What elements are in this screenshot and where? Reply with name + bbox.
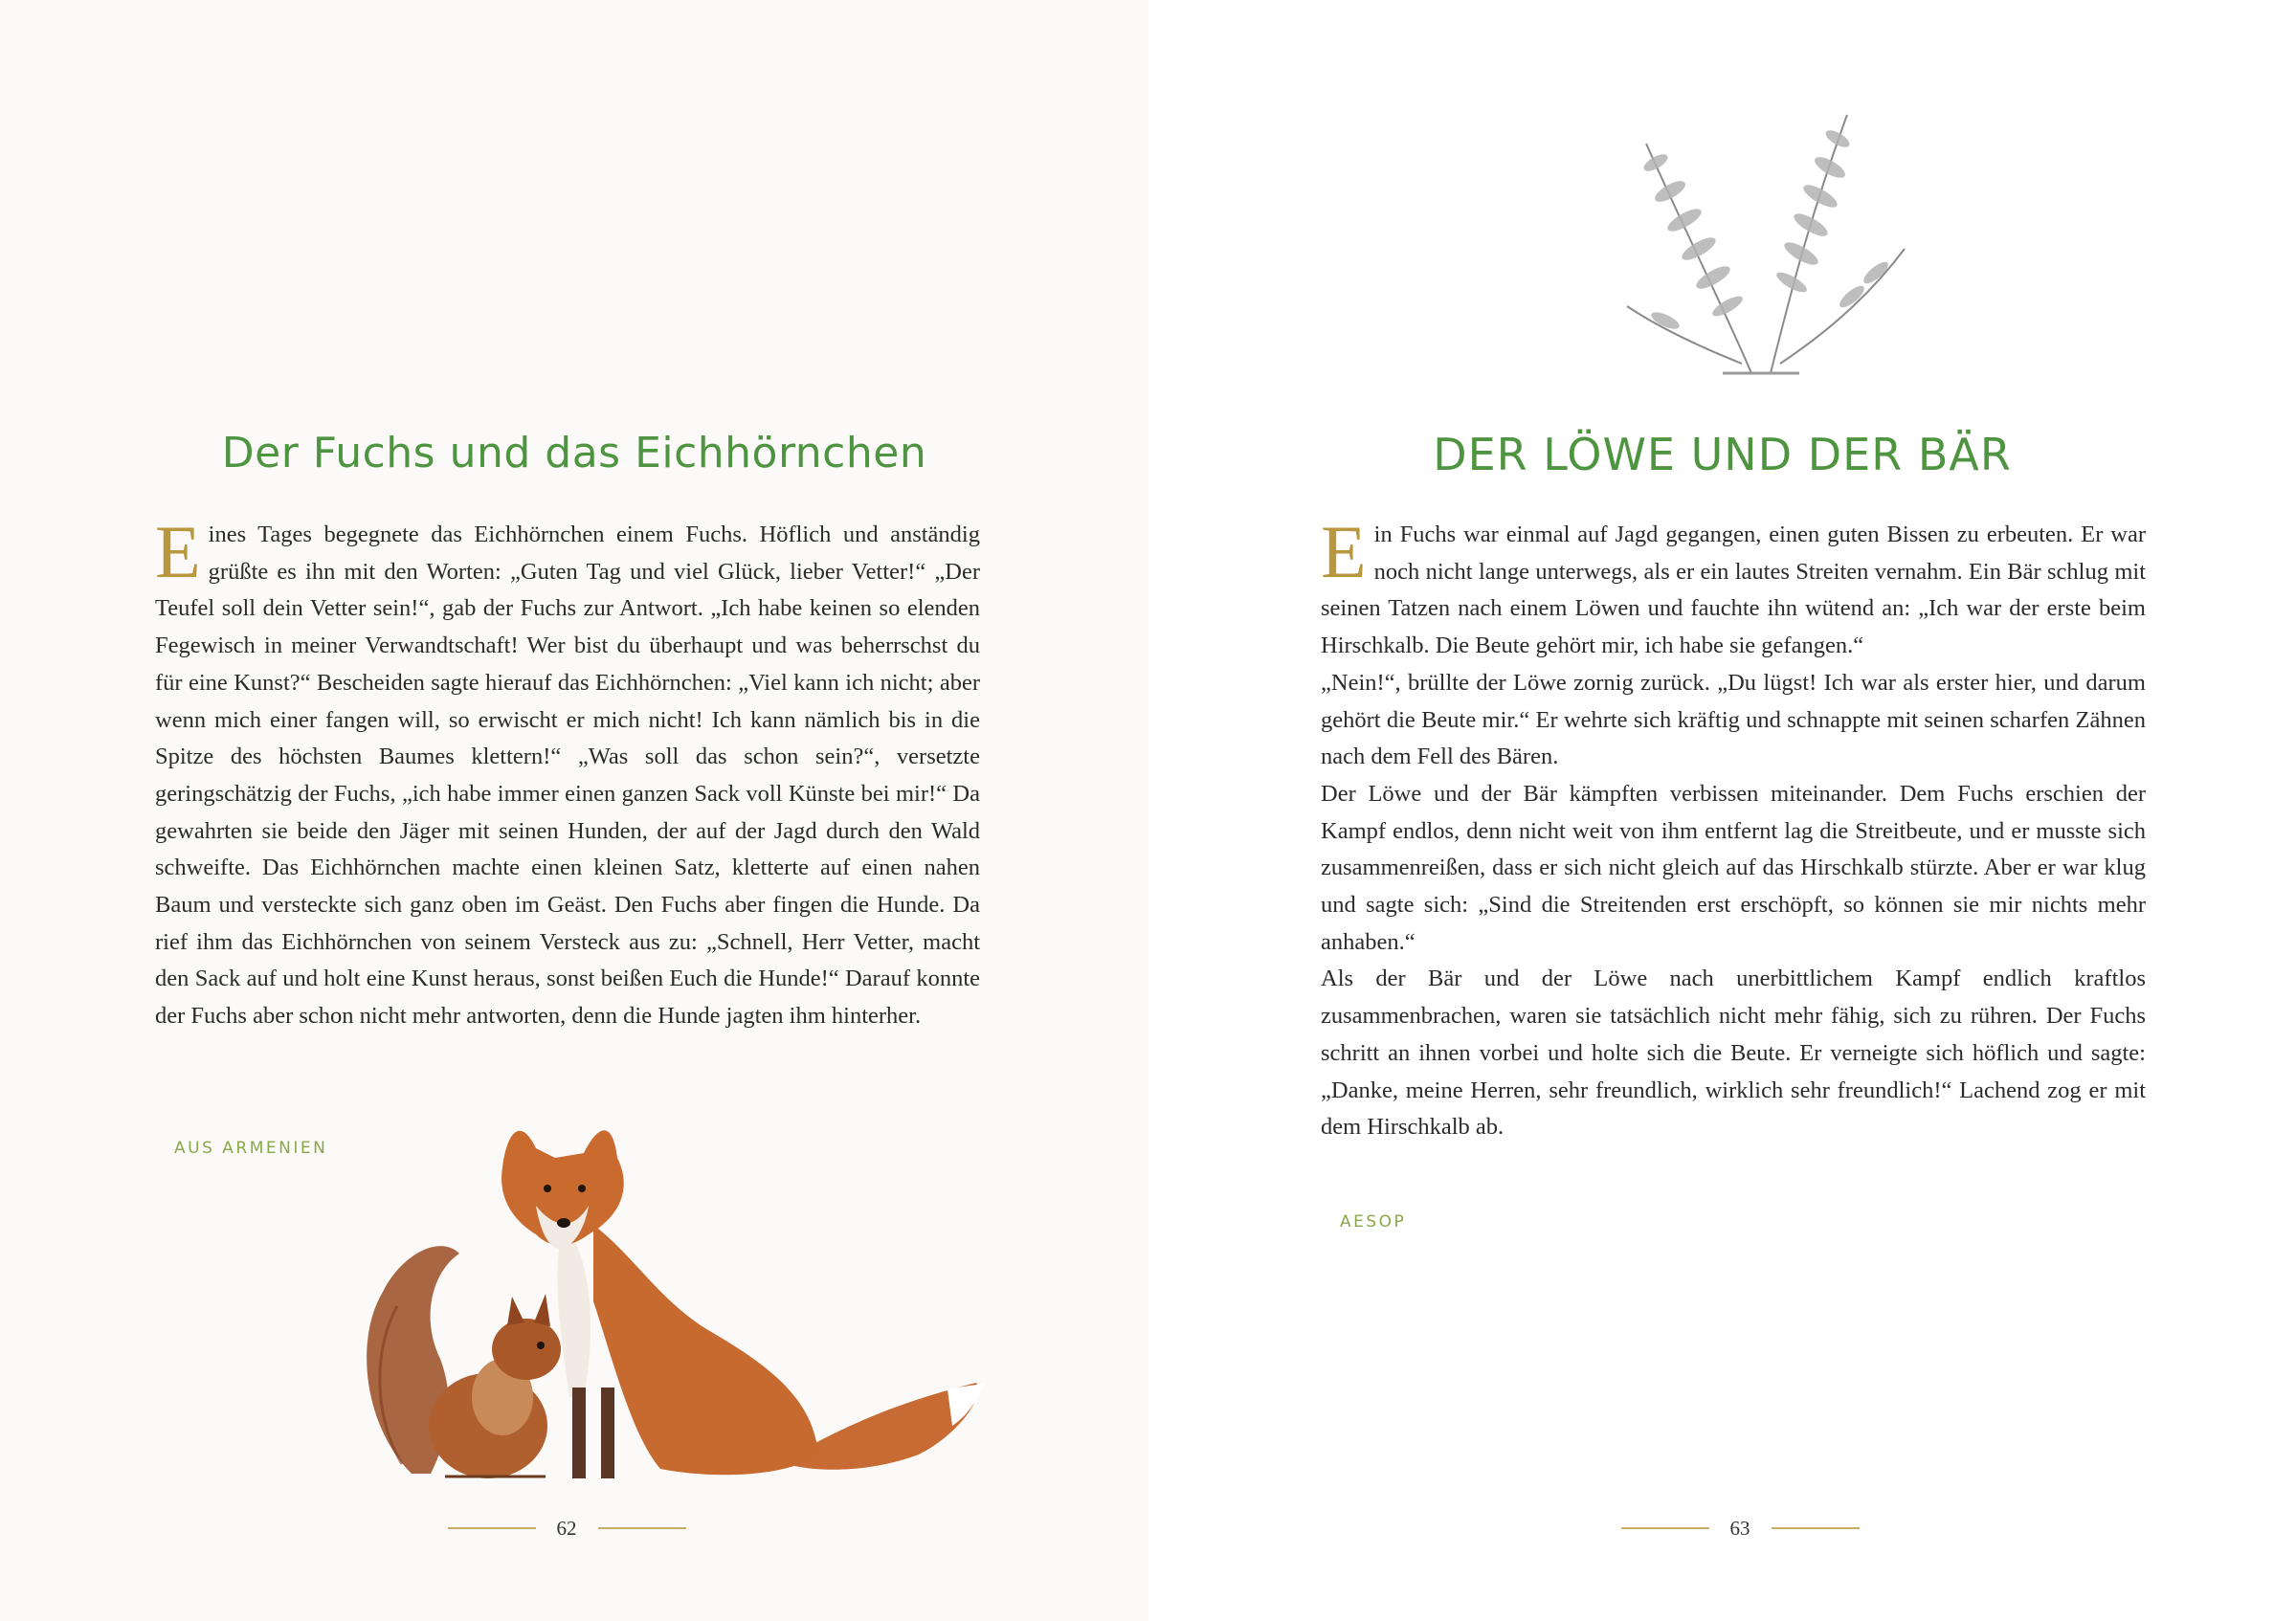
paragraph: Der Löwe und der Bär kämpften verbissen miteinander. Dem Fuchs erschien der Kampf endlos, denn nicht weit von ihm entfernt lag die Streitbeute, und er musste sich zusammenreißen, dass er sich nicht gleich auf das Hirschkalb stürzte. Aber er war klug und sagte sich: „Sind die Streitenden erst erschöpft, so können sie mir nichts mehr anhaben.“ <box>1321 780 2146 955</box>
fox-and-squirrel-illustration <box>345 1110 1014 1512</box>
paragraph: Als der Bär und der Löwe nach unerbittlichem Kampf endlich kraftlos zusammenbrachen, waren sie tatsächlich nicht mehr fähig, sich zu rühren. Der Fuchs schritt an ihnen vorbei und holte sich die Beute. Er verneigte sich höflich und sagte: „Danke, meine Herren, sehr freundlich, wirklich sehr freundlich!“ Lachend zog er mit dem Hirschkalb ab. <box>1321 966 2146 1141</box>
fern-illustration <box>1617 57 1933 383</box>
story-text <box>1321 510 2146 1146</box>
footer-rule-right <box>598 1527 686 1529</box>
story-text <box>155 510 980 1035</box>
paragraph: ines Tages begegnete das Eichhörnchen einem Fuchs. Höflich und anständig grüßte es ihn mit den Worten: „Guten Tag und viel Glück, lieber Vetter!“ „Der Teufel soll dein Vetter sein!“, gab der Fuchs zur Antwort. „Ich habe keinen so elenden Fegewisch in meiner Verwandtschaft! Wer bist du überhaupt und was beherrschst du für eine Kunst?“ Bescheiden sagte hierauf das Eichhörnchen: „Viel kann ich nicht; aber wenn mich einer fangen will, so erwischt er mich nicht! Ich kann nämlich bis in die Spitze des höchsten Baumes klettern!“ „Was soll das schon sein?“, versetzte geringschätzig der Fuchs, „ich habe immer einen ganzen Sack voll Künste bei mir!“ Da gewahrten sie beide den Jäger mit seinen Hunden, der auf der Jagd durch den Wald schweifte. Das Eichhörnchen machte einen kleinen Satz, kletterte auf einen nahen Baum und versteckte sich ganz oben im Geäst. Den Fuchs aber fingen die Hunde. Da rief ihm das Eichhörnchen von seinem Versteck aus zu: „Schnell, Herr Vetter, macht den Sack auf und holt eine Kunst heraus, sonst beißen Euch die Hunde!“ Darauf konnte der Fuchs aber schon nicht mehr antworten, denn die Hunde jagten ihm hinterher. <box>155 522 980 1030</box>
story-title: DER LÖWE UND DER BÄR <box>1433 429 2012 480</box>
footer-rule-left <box>1621 1527 1709 1529</box>
page-footer <box>1616 1514 1864 1543</box>
paragraph: in Fuchs war einmal auf Jagd gegangen, einen guten Bissen zu erbeuten. Er war noch nicht lange unterwegs, als er ein lautes Streiten vernahm. Ein Bär schlug mit seinen Tatzen nach einem Löwen und fauchte ihn wütend an: „Ich war der erste beim Hirschkalb. Die Beute gehört mir, ich habe sie gefangen.“ <box>1321 522 2146 659</box>
right-page <box>1148 0 2296 1621</box>
story-title: Der Fuchs und das Eichhörnchen <box>221 429 927 477</box>
page-footer <box>442 1514 691 1543</box>
story-source: AESOP <box>1340 1212 1407 1232</box>
footer-rule-left <box>448 1527 536 1529</box>
drop-cap: E <box>155 510 201 593</box>
story-source: AUS ARMENIEN <box>174 1139 328 1158</box>
paragraph: „Nein!“, brüllte der Löwe zornig zurück. „Du lügst! Ich war als erster hier, und darum gehört die Beute mir.“ Er wehrte sich kräftig und schnappte mit seinen scharfen Zähnen nach dem Fell des Bären. <box>1321 669 2146 770</box>
drop-cap: E <box>1321 510 1367 593</box>
page-number: 62 <box>556 1516 577 1540</box>
page-number: 63 <box>1729 1516 1750 1540</box>
footer-rule-right <box>1772 1527 1860 1529</box>
